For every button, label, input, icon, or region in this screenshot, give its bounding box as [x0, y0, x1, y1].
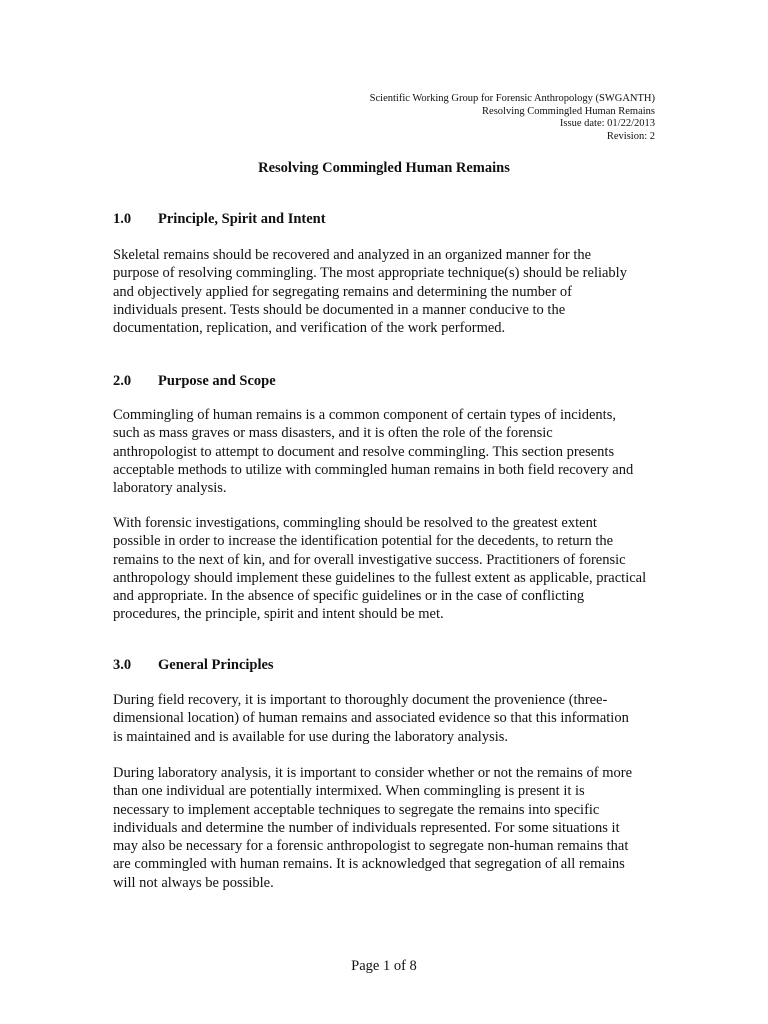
text-line: such as mass graves or mass disasters, and it is often the role of the forensic	[113, 425, 553, 442]
text-line: purpose of resolving commingling. The most appropriate technique(s) should be reliably	[113, 265, 627, 282]
text-line: are commingled with human remains. It is acknowledged that segregation of all remains	[113, 856, 625, 873]
text-line: possible in order to increase the identification potential for the decedents, to return the	[113, 533, 614, 550]
paragraph-3-2	[113, 764, 661, 892]
text-line: is maintained and is available for use during the laboratory analysis.	[113, 728, 509, 745]
text-line: necessary to implement acceptable techniques to segregate the remains into specific	[113, 801, 600, 818]
text-line: will not always be possible.	[113, 874, 274, 891]
header-issue-date: Issue date: 01/22/2013	[559, 118, 655, 129]
text-line: procedures, the principle, spirit and intent should be met.	[113, 606, 444, 623]
page-number: Page 1 of 8	[351, 958, 417, 974]
text-line: Skeletal remains should be recovered and analyzed in an organized manner for the	[113, 247, 592, 263]
section-number: 1.0	[113, 211, 132, 227]
text-line: anthropologist to attempt to document and resolve commingling. This section presents	[113, 443, 615, 460]
text-line: acceptable methods to utilize with commingled human remains in both field recovery and	[113, 461, 634, 478]
section-title: General Principles	[158, 657, 274, 673]
text-line: and appropriate. In the absence of specific guidelines or in the case of conflicting	[113, 588, 585, 605]
header-revision: Revision: 2	[606, 130, 655, 142]
text-line: and objectively applied for segregating remains and determining the number of	[113, 283, 573, 300]
text-line: individuals present. Tests should be documented in a manner conducive to the	[113, 301, 566, 318]
text-line: Commingling of human remains is a common component of certain types of incidents,	[113, 407, 616, 423]
paragraph-2-2	[113, 514, 661, 624]
text-line: laboratory analysis.	[113, 480, 227, 497]
section-number: 3.0	[113, 657, 132, 673]
section-heading-1	[113, 211, 326, 228]
text-line: With forensic investigations, commingling should be resolved to the greatest extent	[113, 515, 597, 531]
paragraph-1-1	[113, 246, 661, 337]
text-line: remains to the next of kin, and for overall investigative success. Practitioners of forensic	[113, 551, 626, 568]
text-line: anthropology should implement these guidelines to the fullest extent as applicable, practical	[113, 569, 647, 586]
section-heading-3	[113, 657, 274, 674]
section-number: 2.0	[113, 373, 132, 389]
document-header	[370, 93, 655, 143]
section-title: Principle, Spirit and Intent	[158, 211, 326, 227]
document-title: Resolving Commingled Human Remains	[258, 160, 510, 176]
text-line: During field recovery, it is important to thoroughly document the provenience (three-	[113, 692, 608, 708]
text-line: individuals and determine the number of individuals represented. For some situations it	[113, 819, 620, 836]
header-doc-title: Resolving Commingled Human Remains	[482, 105, 655, 117]
text-line: dimensional location) of human remains and associated evidence so that this information	[113, 710, 629, 727]
paragraph-3-1	[113, 691, 661, 746]
text-line: documentation, replication, and verification of the work performed.	[113, 320, 506, 337]
header-org: Scientific Working Group for Forensic Anthropology (SWGANTH)	[369, 93, 655, 104]
text-line: may also be necessary for a forensic anthropologist to segregate non-human remains that	[113, 838, 629, 855]
text-line: than one individual are potentially intermixed. When commingling is present it is	[113, 783, 585, 800]
text-line: During laboratory analysis, it is important to consider whether or not the remains of more	[113, 765, 633, 781]
paragraph-2-1	[113, 406, 661, 497]
section-title: Purpose and Scope	[158, 373, 276, 389]
section-heading-2	[113, 373, 276, 390]
